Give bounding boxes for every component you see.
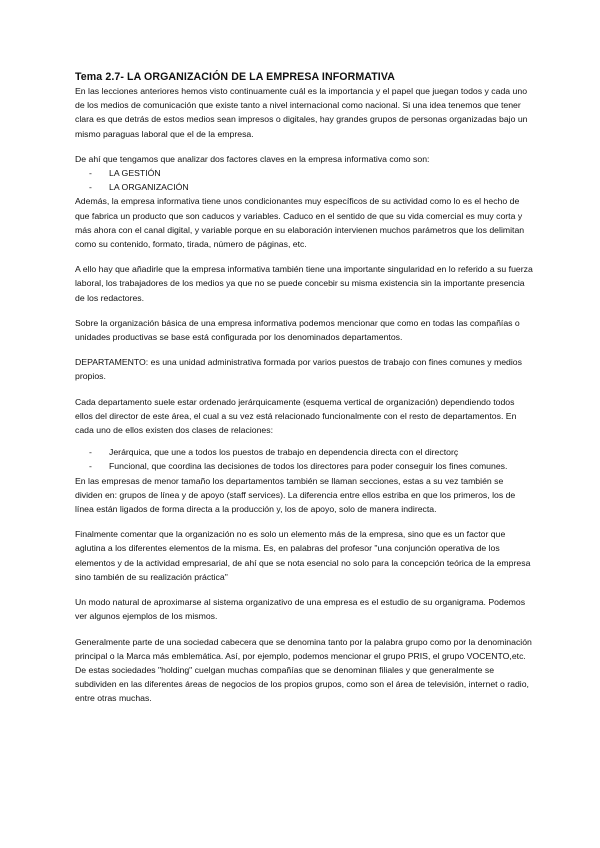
document-title: Tema 2.7- LA ORGANIZACIÓN DE LA EMPRESA INFORMATIVA [75, 71, 395, 83]
dash-bullet: - [89, 182, 92, 193]
list-item [75, 180, 533, 194]
department-definition: DEPARTAMENTO: es una unidad administrativa formada por varios puestos de trabajo con fines comunes y medios propios. [75, 357, 522, 382]
intro-paragraph: En las lecciones anteriores hemos visto continuamente cuál es la importancia y el papel que juegan todos y cada uno de los medios de comunicación que existe tanto a nivel internacional como nacional. Si una idea tenemos que tener clara es que detrás de estos medios sean impresos o digitales, hay grandes grupos de personas organizadas bajo un mismo paraguas laboral que el de la empresa. [75, 86, 528, 139]
conditions-paragraph: Además, la empresa informativa tiene unos condicionantes muy específicos de su actividad como lo es el hecho de que fabrica un producto que son caducos y variables. Caduco en el sentido de que su vida comercial es muy corta y más ahora con el canal digital, y variable porque en su elaboración intervienen muchos parámetros que los delimitan como su contenido, formato, tirada, número de páginas, etc. [75, 196, 525, 250]
factor-gestion: LA GESTIÓN [109, 168, 161, 179]
list-item [75, 445, 533, 459]
factor-organizacion: LA ORGANIZACIÓN [109, 182, 189, 193]
finally-paragraph: Finalmente comentar que la organización no es solo un elemento más de la empresa, sino que es un factor que aglutina a los diferentes elementos de la misma. Es, en palabras del profesor "una conjunción operativa de los elementos y de la actividad empresarial, de ahí que se nota esencial no solo para la concepción teórica de la empresa sino también de su realización práctica" [75, 529, 531, 582]
relation-jerarquica: Jerárquica, que une a todos los puestos de trabajo en dependencia directa con el directorç [109, 447, 459, 458]
dash-bullet: - [89, 447, 92, 458]
singularity-paragraph: A ello hay que añadirle que la empresa informativa también tiene una importante singularidad en lo referido a su fuerza laboral, los trabajadores de los medios ya que no se puede concebir su misma existencia sin la importante presencia de los redactores. [75, 264, 533, 303]
basic-org-paragraph: Sobre la organización básica de una empresa informativa podemos mencionar que como en todas las compañías o unidades productivas se base está configurada por los denominados departamentos. [75, 317, 520, 343]
factors-list [75, 166, 533, 194]
hierarchy-paragraph: Cada departamento suele estar ordenado jerárquicamente (esquema vertical de organización) dependiendo todos ellos del director de este área, el cual a su vez está relacionado funcionalmente con el resto de departamentos. En cada uno de ellos existen dos clases de relaciones: [75, 396, 517, 436]
factors-intro-paragraph: De ahí que tengamos que analizar dos factores claves en la empresa informativa como son: [75, 153, 430, 164]
organigram-paragraph: Un modo natural de aproximarse al sistema organizativo de una empresa es el estudio de su organigrama. Podemos ver algunos ejemplos de los mismos. [75, 597, 526, 622]
dash-bullet: - [89, 461, 92, 472]
dash-bullet: - [89, 168, 92, 179]
relations-list [75, 445, 533, 473]
list-item [75, 166, 533, 180]
document-page [75, 70, 533, 706]
relation-funcional: Funcional, que coordina las decisiones de todos los directores para poder conseguir los fines comunes. [109, 461, 508, 472]
list-item [75, 459, 533, 473]
groups-paragraph: Generalmente parte de una sociedad cabecera que se denomina tanto por la palabra grupo como por la denominación principal o la Marca más emblemática. Así, por ejemplo, podemos mencionar el grupo PRIS, el grupo VOCENTO,etc. De estas sociedades "holding" cuelgan muchas compañías que se denominan filiales y que generalmente se subdividen en las diferentes áreas de negocios de los propios grupos, como son el área de televisión, internet o radio, entre otras muchas. [75, 636, 532, 704]
smaller-companies-paragraph: En las empresas de menor tamaño los departamentos también se llaman secciones, estas a su vez también se dividen en: grupos de línea y de apoyo (staff services). La diferencia entre ellos estriba en que los primeros, los de línea están ligados de forma directa a la producción y, los de apoyo, solo de manera indirecta. [75, 475, 516, 515]
